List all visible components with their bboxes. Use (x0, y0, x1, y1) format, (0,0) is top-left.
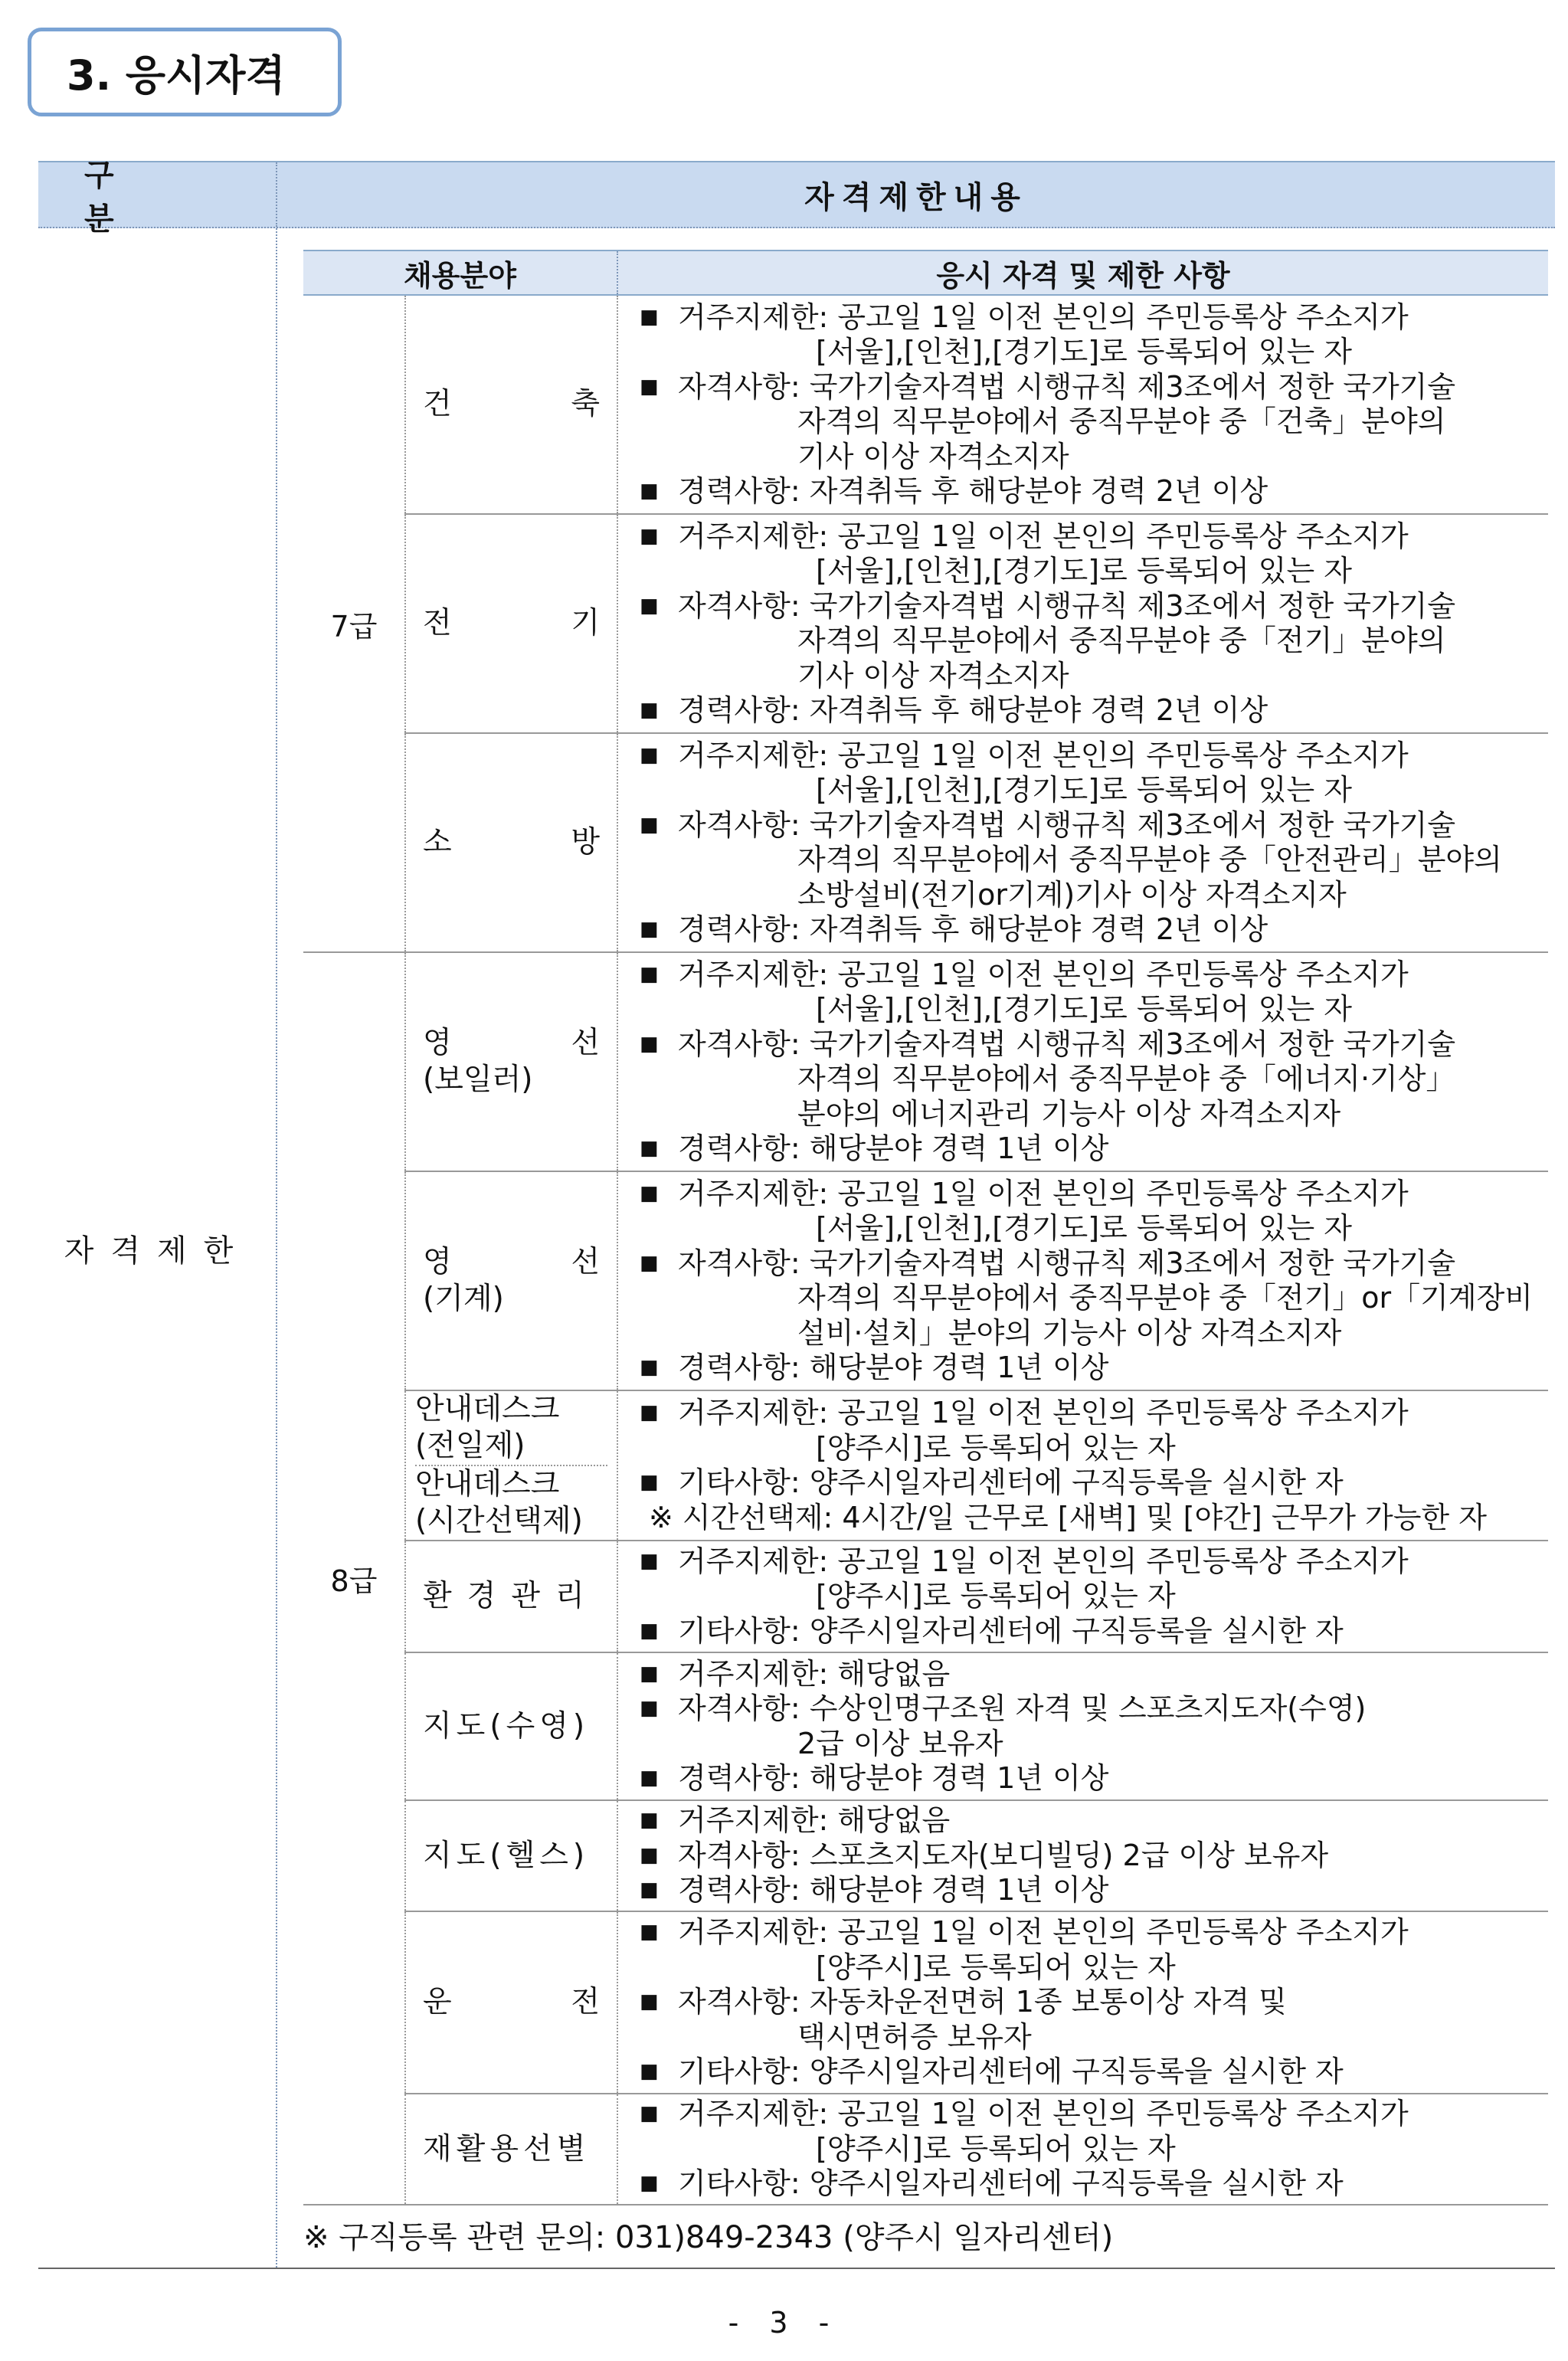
page-number: - 3 - (728, 2306, 840, 2340)
grade-7: 7급 (303, 295, 405, 952)
table-row (303, 1911, 1548, 2094)
field-cell: 영 선 (기계) (405, 1171, 617, 1390)
requirements-cell: ■ 거주지제한: 공고일 1일 이전 본인의 주민등록상 주소지가 [양주시]로 등록되어 있는 자 ■ 자격사항: 자동차운전면허 1종 보통이상 자격 및 택시면허증 보유자 ■ 기타사항: 양주시일자리센터에 구직등록을 실시한 자 (617, 1911, 1548, 2094)
requirements-cell: ■ 거주지제한: 공고일 1일 이전 본인의 주민등록상 주소지가 [서울],[인천],[경기도]로 등록되어 있는 자 ■ 자격사항: 국가기술자격법 시행규칙 제3조에서 정한 국가기술 자격의 직무분야에서 중직무분야 중「에너지·기상」 분야의 에너지관리 기능사 이상 자격소지자 ■ 경력사항: 해당분야 경력 1년 이상 (617, 952, 1548, 1171)
table-row (303, 514, 1548, 733)
footer-note: ※ 구직등록 관련 문의: 031)849-2343 (양주시 일자리센터) (303, 2220, 1114, 2255)
table-row (303, 1800, 1548, 1911)
table-row (303, 1652, 1548, 1800)
table-row (303, 1171, 1548, 1390)
table-row (303, 1541, 1548, 1652)
field-cell: 운 전 (405, 1911, 617, 2094)
qualification-table (38, 158, 1555, 2269)
section-title: 3. 응시자격 (28, 28, 342, 116)
grade-8: 8급 (303, 952, 405, 2205)
table-row (303, 733, 1548, 952)
requirements-cell: ■ 거주지제한: 공고일 1일 이전 본인의 주민등록상 주소지가 [서울],[인천],[경기도]로 등록되어 있는 자 ■ 자격사항: 국가기술자격법 시행규칙 제3조에서 정한 국가기술 자격의 직무분야에서 중직무분야 중「안전관리」분야의 소방설비(전기or기계)기사 이상 자격소지자 ■ 경력사항: 자격취득 후 해당분야 경력 2년 이상 (617, 733, 1548, 952)
requirements-cell: ■ 거주지제한: 공고일 1일 이전 본인의 주민등록상 주소지가 [서울],[인천],[경기도]로 등록되어 있는 자 ■ 자격사항: 국가기술자격법 시행규칙 제3조에서 정한 국가기술 자격의 직무분야에서 중직무분야 중「전기」분야의 기사 이상 자격소지자 ■ 경력사항: 자격취득 후 해당분야 경력 2년 이상 (617, 514, 1548, 733)
table-row (303, 1390, 1548, 1541)
field-cell: 환경관리 (405, 1541, 617, 1652)
category-label: 자격제한 (38, 228, 277, 2268)
inner-header-requirements: 응시 자격 및 제한 사항 (617, 251, 1548, 295)
field-cell: 소 방 (405, 733, 617, 952)
field-cell: 지도(헬스) (405, 1800, 617, 1911)
requirements-cell: ■ 거주지제한: 해당없음 ■ 자격사항: 수상인명구조원 자격 및 스포츠지도자(수영) 2급 이상 보유자 ■ 경력사항: 해당분야 경력 1년 이상 (617, 1652, 1548, 1800)
requirements-cell: ■ 거주지제한: 공고일 1일 이전 본인의 주민등록상 주소지가 [양주시]로 등록되어 있는 자 ■ 기타사항: 양주시일자리센터에 구직등록을 실시한 자 ※ 시간선택제: 4시간/일 근무로 [새벽] 및 [야간] 근무가 가능한 자 (617, 1390, 1548, 1541)
requirements-table (303, 250, 1548, 2205)
table-header (38, 158, 1555, 237)
table-row (303, 295, 1548, 514)
requirements-cell: ■ 거주지제한: 공고일 1일 이전 본인의 주민등록상 주소지가 [양주시]로 등록되어 있는 자 ■ 기타사항: 양주시일자리센터에 구직등록을 실시한 자 (617, 1541, 1548, 1652)
field-cell: 전 기 (405, 514, 617, 733)
field-cell: 건 축 (405, 295, 617, 514)
field-cell: 안내데스크 (전일제) 안내데스크 (시간선택제) (405, 1390, 617, 1541)
requirements-cell: ■ 거주지제한: 공고일 1일 이전 본인의 주민등록상 주소지가 [양주시]로 등록되어 있는 자 ■ 기타사항: 양주시일자리센터에 구직등록을 실시한 자 (617, 2094, 1548, 2205)
field-cell: 지도(수영) (405, 1652, 617, 1800)
table-row (303, 2094, 1548, 2205)
field-cell: 영 선 (보일러) (405, 952, 617, 1171)
field-cell: 재활용선별 (405, 2094, 617, 2205)
table-row (303, 952, 1548, 1171)
header-category: 구 분 (38, 162, 277, 227)
inner-header-field: 채용분야 (303, 251, 617, 295)
requirements-cell: ■ 거주지제한: 공고일 1일 이전 본인의 주민등록상 주소지가 [서울],[인천],[경기도]로 등록되어 있는 자 ■ 자격사항: 국가기술자격법 시행규칙 제3조에서 정한 국가기술 자격의 직무분야에서 중직무분야 중「전기」or「기계장비 설비·설치」분야의 기능사 이상 자격소지자 ■ 경력사항: 해당분야 경력 1년 이상 (617, 1171, 1548, 1390)
requirements-cell: ■ 거주지제한: 해당없음 ■ 자격사항: 스포츠지도자(보디빌딩) 2급 이상 보유자 ■ 경력사항: 해당분야 경력 1년 이상 (617, 1800, 1548, 1911)
header-content: 자격제한내용 (804, 179, 1028, 215)
requirements-cell: ■ 거주지제한: 공고일 1일 이전 본인의 주민등록상 주소지가 [서울],[인천],[경기도]로 등록되어 있는 자 ■ 자격사항: 국가기술자격법 시행규칙 제3조에서 정한 국가기술 자격의 직무분야에서 중직무분야 중「건축」분야의 기사 이상 자격소지자 ■ 경력사항: 자격취득 후 해당분야 경력 2년 이상 (617, 295, 1548, 514)
